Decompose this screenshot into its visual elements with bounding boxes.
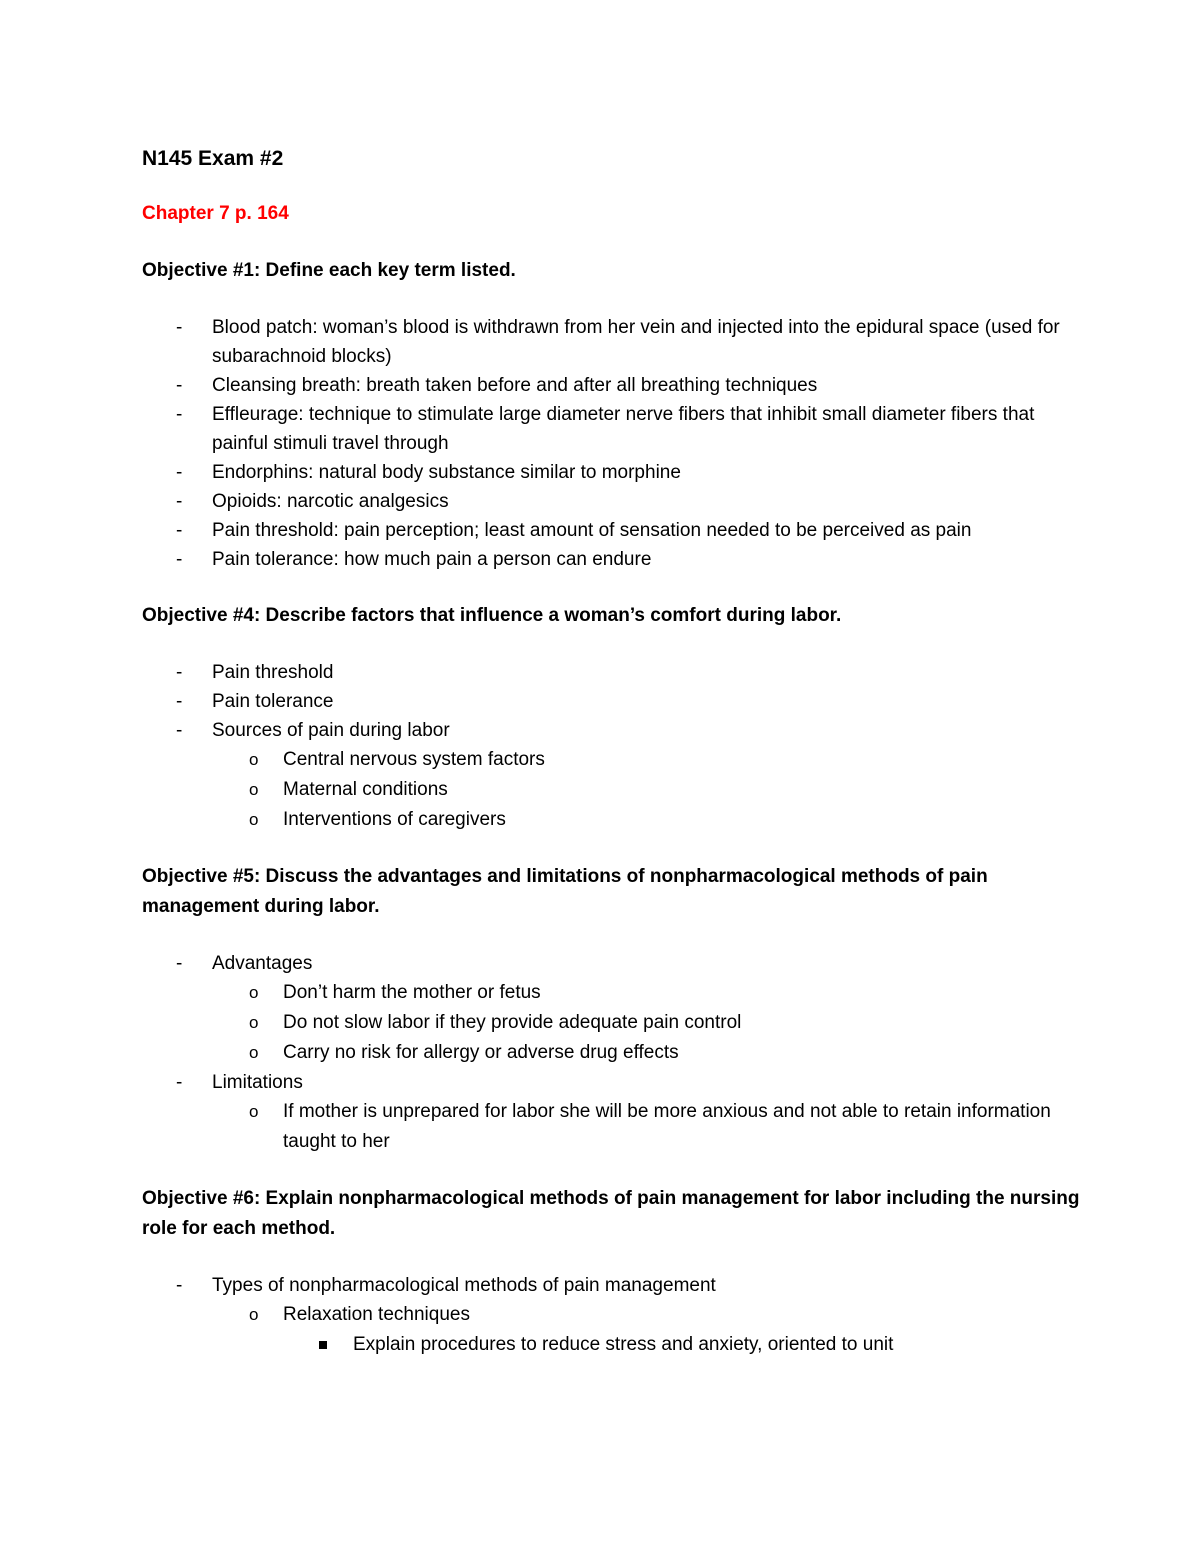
list-item-text: Opioids: narcotic analgesics <box>212 491 449 512</box>
circle-bullet: o <box>249 810 259 829</box>
sub-sub-list-item <box>283 1330 1082 1360</box>
list-item-text: Blood patch: woman’s blood is withdrawn from her vein and injected into the epidural space (used for subarachnoid blocks) <box>212 317 1060 367</box>
objective-4-heading: Objective #4: Describe factors that influence a woman’s comfort during labor. <box>142 605 842 626</box>
objective-4-list <box>142 658 1082 835</box>
circle-bullet: o <box>249 1013 259 1032</box>
circle-bullet: o <box>249 983 259 1002</box>
objective-1-heading: Objective #1: Define each key term listed. <box>142 260 516 281</box>
sub-list-item <box>212 775 1082 805</box>
sub-list <box>212 978 1082 1068</box>
list-item <box>142 545 1082 574</box>
objective-6-list <box>142 1271 1082 1360</box>
dash-bullet: - <box>176 1072 183 1093</box>
sub-list-item <box>212 1038 1082 1068</box>
list-item <box>142 949 1082 1068</box>
list-item <box>142 516 1082 545</box>
dash-bullet: - <box>176 317 183 338</box>
list-item <box>142 371 1082 400</box>
sub-sub-list-item-text: Explain procedures to reduce stress and anxiety, oriented to unit <box>353 1334 894 1355</box>
objective-6-heading: Objective #6: Explain nonpharmacological methods of pain management for labor including the nursing role for each method. <box>142 1188 1080 1239</box>
list-item-text: Sources of pain during labor <box>212 720 450 741</box>
sub-list-item-text: Interventions of caregivers <box>283 809 506 830</box>
list-item <box>142 458 1082 487</box>
sub-list-item <box>212 978 1082 1008</box>
dash-bullet: - <box>176 662 183 683</box>
sub-list-item-text: Relaxation techniques <box>283 1304 470 1325</box>
dash-bullet: - <box>176 1275 183 1296</box>
dash-bullet: - <box>176 404 183 425</box>
list-item-text: Advantages <box>212 953 313 974</box>
objective-1-list <box>142 313 1082 574</box>
sub-list <box>212 1300 1082 1360</box>
sub-list-item-text: Do not slow labor if they provide adequate pain control <box>283 1012 742 1033</box>
sub-list-item-text: Don’t harm the mother or fetus <box>283 982 541 1003</box>
dash-bullet: - <box>176 691 183 712</box>
circle-bullet: o <box>249 780 259 799</box>
circle-bullet: o <box>249 1305 259 1324</box>
sub-list-item-text: Carry no risk for allergy or adverse drug effects <box>283 1042 679 1063</box>
list-item-text: Endorphins: natural body substance similar to morphine <box>212 462 681 483</box>
sub-list <box>212 1097 1082 1157</box>
dash-bullet: - <box>176 491 183 512</box>
list-item-text: Pain threshold <box>212 662 334 683</box>
sub-list-item-text: Central nervous system factors <box>283 749 545 770</box>
sub-list-item <box>212 1300 1082 1360</box>
list-item <box>142 1068 1082 1157</box>
sub-list-item <box>212 1097 1082 1157</box>
list-item-text: Pain tolerance <box>212 691 334 712</box>
dash-bullet: - <box>176 720 183 741</box>
sub-list-item <box>212 1008 1082 1038</box>
dash-bullet: - <box>176 549 183 570</box>
list-item <box>142 1271 1082 1360</box>
list-item <box>142 313 1082 371</box>
list-item-text: Pain tolerance: how much pain a person can endure <box>212 549 652 570</box>
sub-list-item-text: If mother is unprepared for labor she will be more anxious and not able to retain information taught to her <box>283 1101 1051 1152</box>
circle-bullet: o <box>249 750 259 769</box>
sub-list-item <box>212 805 1082 835</box>
document-title: N145 Exam #2 <box>142 147 284 170</box>
list-item <box>142 487 1082 516</box>
objective-5-heading: Objective #5: Discuss the advantages and limitations of nonpharmacological methods of pain management during labor. <box>142 866 988 917</box>
sub-sub-list <box>283 1330 1082 1360</box>
list-item <box>142 716 1082 835</box>
document-page <box>142 140 1082 1360</box>
list-item-text: Limitations <box>212 1072 303 1093</box>
dash-bullet: - <box>176 520 183 541</box>
list-item-text: Effleurage: technique to stimulate large diameter nerve fibers that inhibit small diameter fibers that painful stimuli travel through <box>212 404 1035 454</box>
list-item <box>142 400 1082 458</box>
dash-bullet: - <box>176 375 183 396</box>
circle-bullet: o <box>249 1102 259 1121</box>
list-item-text: Types of nonpharmacological methods of pain management <box>212 1275 716 1296</box>
sub-list-item <box>212 745 1082 775</box>
objective-5-list <box>142 949 1082 1157</box>
list-item-text: Cleansing breath: breath taken before and after all breathing techniques <box>212 375 818 396</box>
sub-list-item-text: Maternal conditions <box>283 779 448 800</box>
dash-bullet: - <box>176 953 183 974</box>
list-item <box>142 658 1082 687</box>
sub-list <box>212 745 1082 835</box>
square-bullet-icon <box>319 1341 327 1349</box>
chapter-reference: Chapter 7 p. 164 <box>142 203 289 224</box>
dash-bullet: - <box>176 462 183 483</box>
list-item-text: Pain threshold: pain perception; least amount of sensation needed to be perceived as pain <box>212 520 972 541</box>
circle-bullet: o <box>249 1043 259 1062</box>
list-item <box>142 687 1082 716</box>
